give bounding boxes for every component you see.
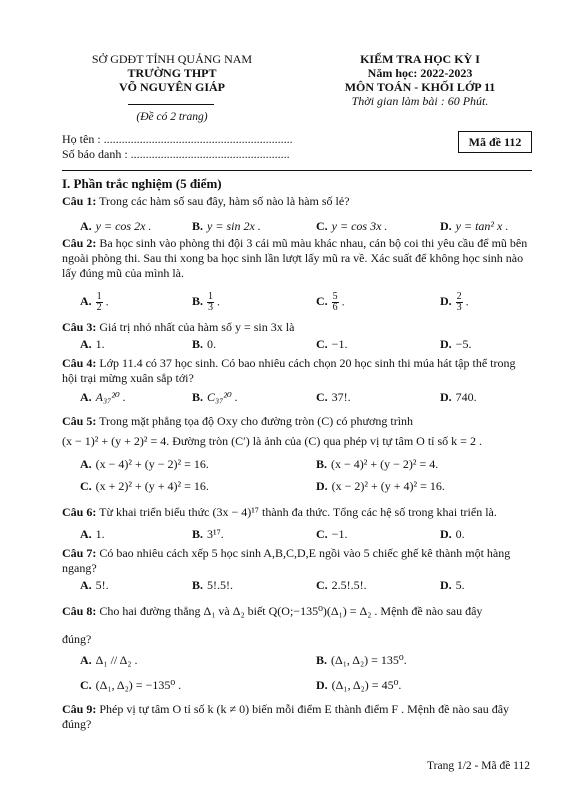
pages-note: (Đề có 2 trang) — [136, 111, 208, 123]
q4-option-c[interactable]: C. 37!. — [316, 390, 351, 404]
q2-option-a[interactable]: A. $\frac{1}{2}$ . — [80, 291, 109, 313]
question-8-continued: đúng? — [62, 632, 92, 646]
question-8 — [62, 604, 532, 619]
question-label: Câu 8: — [62, 604, 97, 618]
section-divider — [62, 170, 532, 171]
q7-option-a[interactable]: A. 5!. — [80, 578, 109, 592]
q6-option-d[interactable]: D. 0. — [440, 527, 465, 541]
q7-option-b[interactable]: B. 5!.5!. — [192, 578, 234, 592]
q7-option-d[interactable]: D. 5. — [440, 578, 465, 592]
q5-option-b[interactable]: B. (x − 4)² + (y − 2)² = 4. — [316, 457, 439, 471]
school-name-line1: TRƯỜNG THPT — [127, 66, 217, 80]
time-limit: Thời gian làm bài : 60 Phút. — [351, 94, 489, 108]
q2-option-b[interactable]: B. $\frac{1}{3}$ . — [192, 291, 221, 313]
q3-option-c[interactable]: C. −1. — [316, 337, 348, 351]
question-label: Câu 5: — [62, 414, 97, 428]
question-5 — [62, 414, 532, 429]
question-label: Câu 6: — [62, 505, 97, 519]
q7-option-c[interactable]: C. 2.5!.5!. — [316, 578, 367, 592]
question-label: Câu 4: — [62, 356, 97, 370]
q8-option-b[interactable]: B. (Δ₁, Δ₂) = 135⁰. — [316, 653, 407, 667]
page-footer: Trang 1/2 - Mã đề 112 — [427, 760, 530, 772]
q8-option-d[interactable]: D. (Δ₁, Δ₂) = 45⁰. — [316, 678, 402, 692]
q8-option-a[interactable]: A. Δ₁ // Δ₂ . — [80, 653, 138, 667]
question-3 — [62, 320, 532, 335]
student-id-field: Số báo danh : ..................................................... — [62, 147, 290, 161]
q2-option-c[interactable]: C. $\frac{5}{6}$ . — [316, 291, 345, 313]
q6-option-a[interactable]: A. 1. — [80, 527, 105, 541]
question-text: Trong các hàm số sau đây, hàm số nào là hàm số lẻ? — [99, 194, 350, 208]
q1-option-d[interactable]: D. y = tan² x . — [440, 219, 509, 233]
exam-title: KIỂM TRA HỌC KỲ I — [360, 52, 480, 66]
question-text: Từ khai triển biểu thức (3x − 4)¹⁷ thành đa thức. Tổng các hệ số trong khai triển là. — [99, 505, 497, 519]
school-name-line2: VÕ NGUYÊN GIÁP — [118, 80, 225, 94]
q4-option-b[interactable]: B. C₃₇²⁰ . — [192, 390, 238, 404]
q1-option-a[interactable]: A. y = cos 2x . — [80, 219, 152, 233]
question-text: Phép vị tự tâm O tỉ số k (k ≠ 0) biến mỗi điểm E thành điểm F . Mệnh đề nào sau đây đúng? — [62, 702, 510, 731]
school-year: Năm học: 2022-2023 — [367, 66, 473, 80]
question-text: Lớp 11.4 có 37 học sinh. Có bao nhiêu cách chọn 20 học sinh thi múa hát tập thể trong hội trại mừng xuân sắp tới? — [62, 356, 516, 385]
question-text: Có bao nhiêu cách xếp 5 học sinh A,B,C,D,E ngồi vào 5 chiếc ghế kê thành một hàng ngang? — [62, 546, 511, 575]
header-divider — [128, 104, 214, 105]
question-label: Câu 3: — [62, 320, 97, 334]
exam-code-box: Mã đề 112 — [458, 131, 532, 153]
q4-option-a[interactable]: A. A₃₇²⁰ . — [80, 390, 126, 404]
student-name-field: Họ tên : ............................................................... — [62, 132, 293, 146]
q6-option-b[interactable]: B. 3¹⁷. — [192, 527, 224, 541]
q2-option-d[interactable]: D. $\frac{2}{3}$ . — [440, 291, 469, 313]
q5-option-a[interactable]: A. (x − 4)² + (y − 2)² = 16. — [80, 457, 209, 471]
question-9 — [62, 702, 532, 732]
q1-option-b[interactable]: B. y = sin 2x . — [192, 219, 261, 233]
q4-option-d[interactable]: D. 740. — [440, 390, 477, 404]
q3-option-d[interactable]: D. −5. — [440, 337, 472, 351]
question-7 — [62, 546, 532, 576]
q8-option-c[interactable]: C. (Δ₁, Δ₂) = −135⁰ . — [80, 678, 182, 692]
question-label: Câu 7: — [62, 546, 97, 560]
question-text: Cho hai đường thẳng Δ₁ và Δ₂ biết Q(O;−135⁰)(Δ₁) = Δ₂ . Mệnh đề nào sau đây — [99, 604, 483, 618]
question-5-equation: (x − 1)² + (y + 2)² = 4. Đường tròn (C′) là ảnh của (C) qua phép vị tự tâm O tỉ số k = 2 . — [62, 434, 482, 448]
question-text: Giá trị nhỏ nhất của hàm số y = sin 3x là — [99, 320, 295, 334]
q5-option-c[interactable]: C. (x + 2)² + (y + 4)² = 16. — [80, 479, 209, 493]
question-text: Ba học sinh vào phòng thi đội 3 cái mũ màu khác nhau, cán bộ coi thi yêu cầu để mũ bên ngoài phòng thi. Sau thi xong ba học sinh lần lượt lấy mũ ra về. Xác suất để không học sinh nào lấy đúng mũ của mình là. — [62, 236, 528, 280]
question-label: Câu 1: — [62, 194, 97, 208]
q6-option-c[interactable]: C. −1. — [316, 527, 348, 541]
q3-option-b[interactable]: B. 0. — [192, 337, 217, 351]
question-label: Câu 2: — [62, 236, 97, 250]
question-2 — [62, 236, 532, 281]
department-name: SỞ GDĐT TỈNH QUẢNG NAM — [91, 52, 253, 66]
section-title: I. Phần trắc nghiệm (5 điểm) — [62, 176, 222, 191]
question-label: Câu 9: — [62, 702, 97, 716]
q1-option-c[interactable]: C. y = cos 3x . — [316, 219, 388, 233]
q3-option-a[interactable]: A. 1. — [80, 337, 105, 351]
question-text: Trong mặt phẳng tọa độ Oxy cho đường tròn (C) có phương trình — [99, 414, 414, 428]
q5-option-d[interactable]: D. (x − 2)² + (y + 4)² = 16. — [316, 479, 445, 493]
question-1 — [62, 194, 532, 209]
question-4 — [62, 356, 532, 386]
subject-grade: MÔN TOÁN - KHỐI LỚP 11 — [344, 80, 496, 94]
question-6 — [62, 505, 532, 520]
